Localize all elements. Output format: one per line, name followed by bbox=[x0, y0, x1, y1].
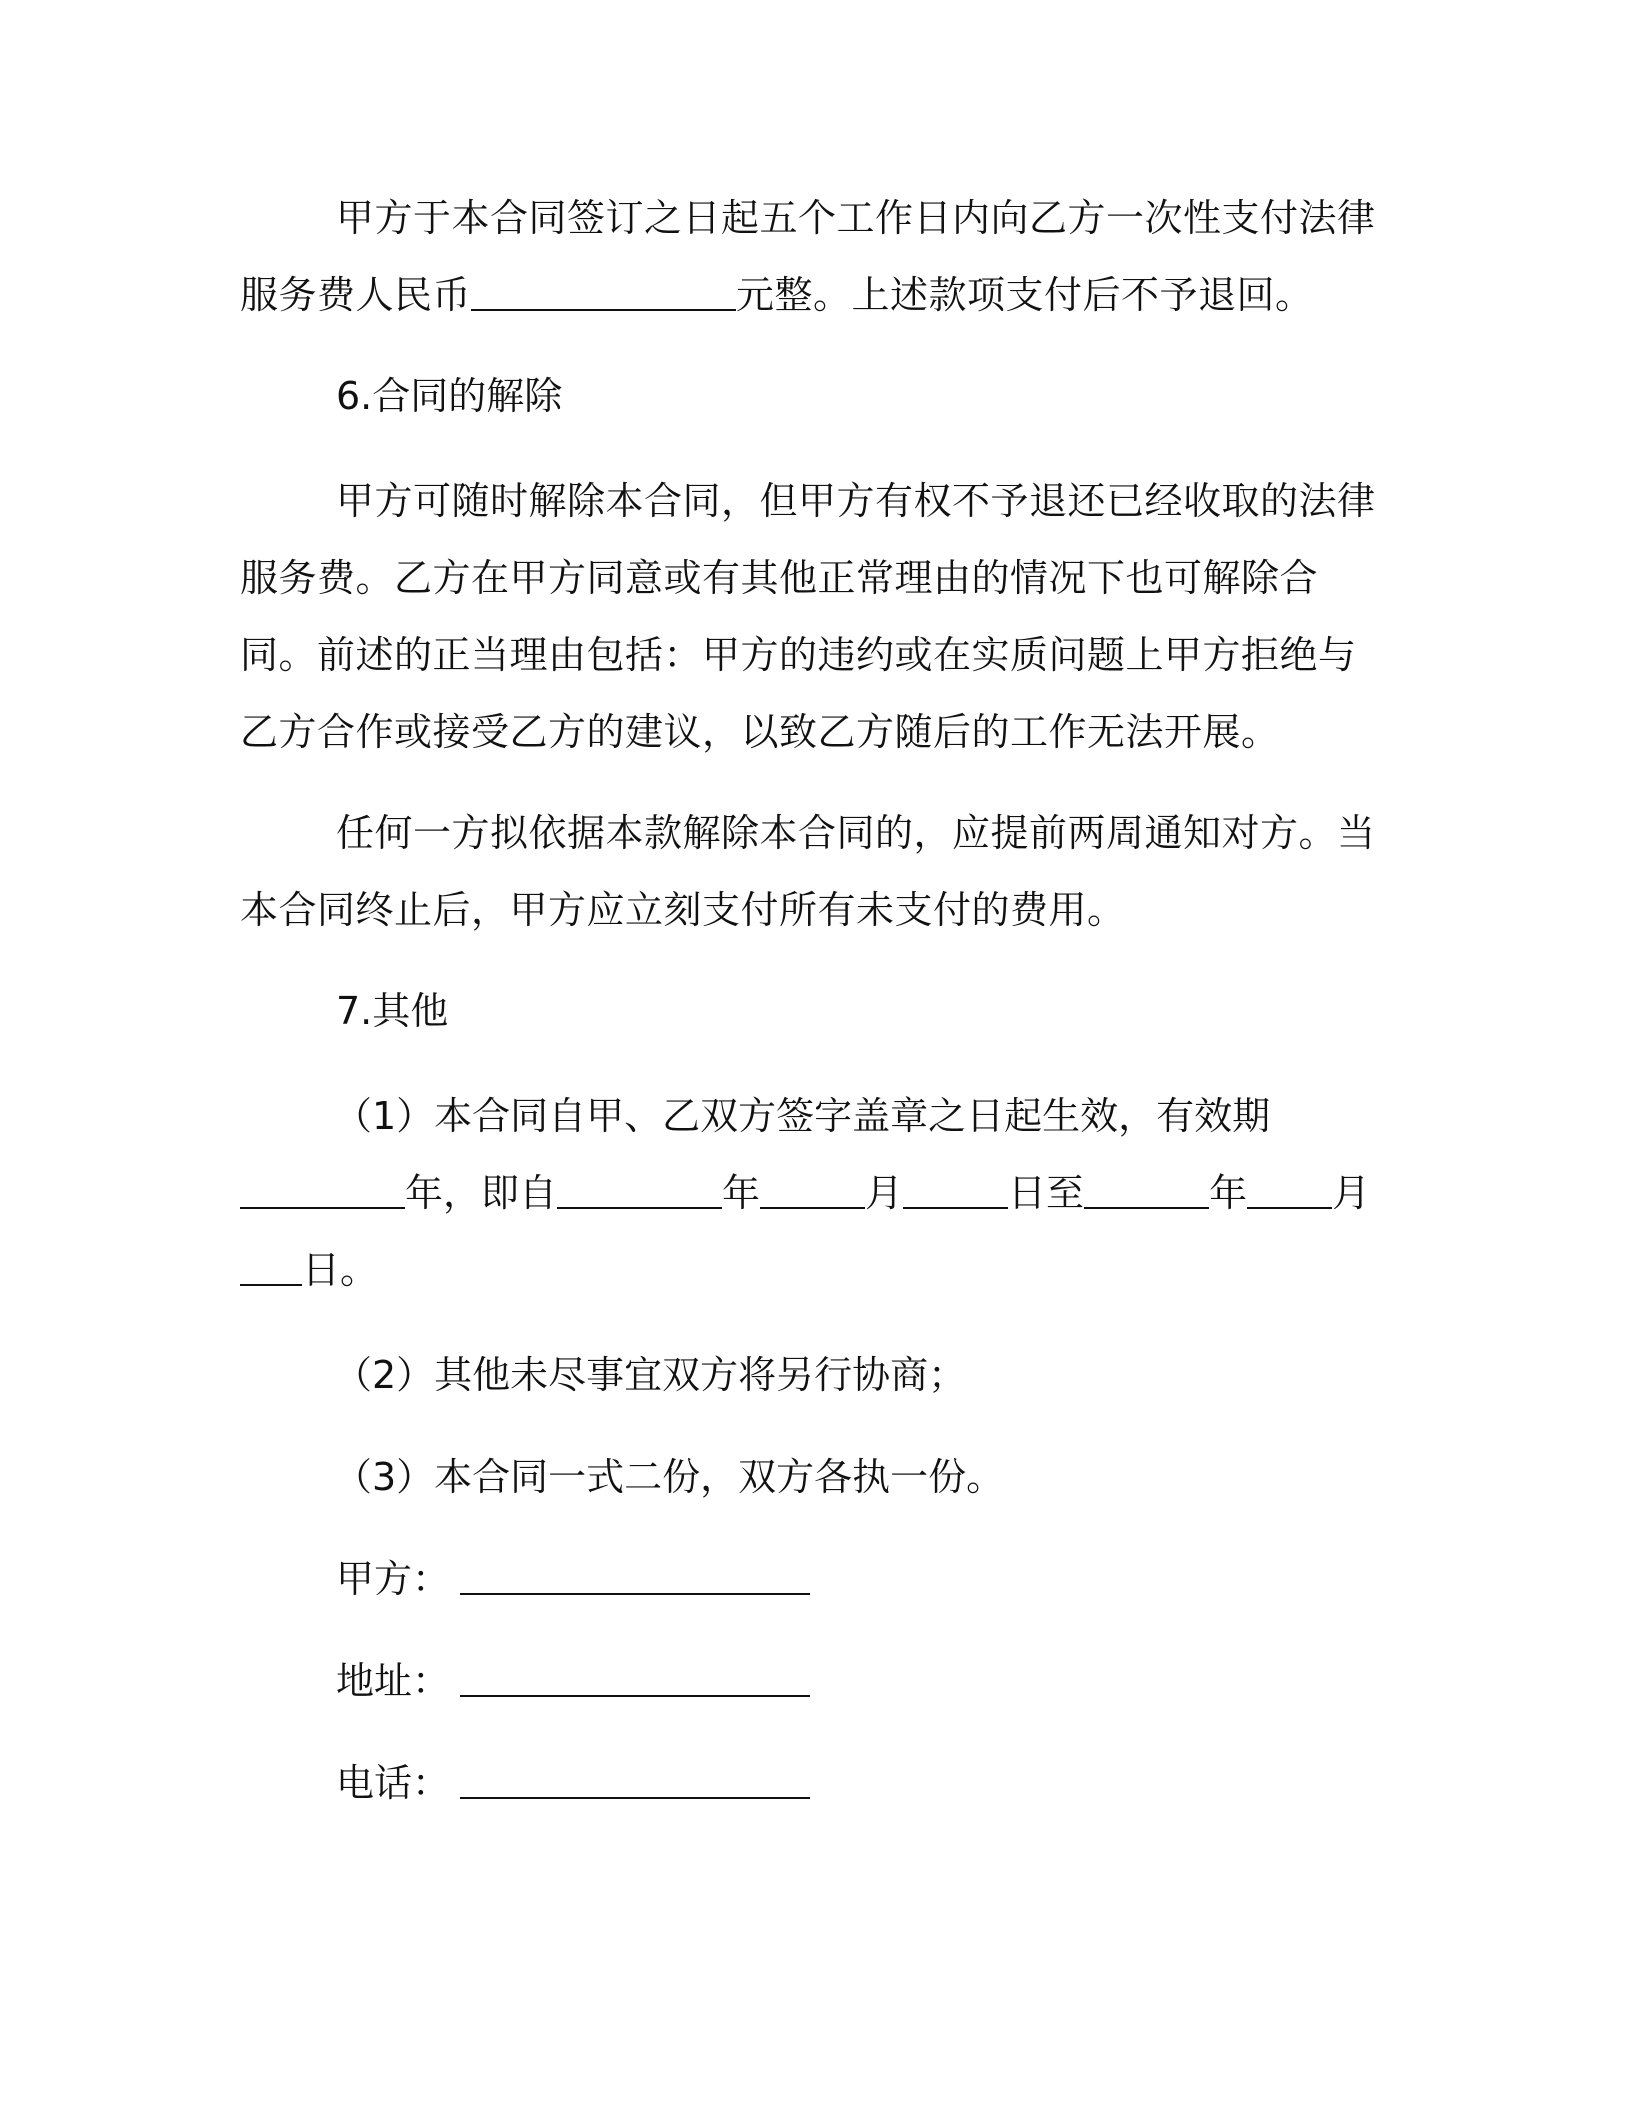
phone-label: 电话： bbox=[336, 1761, 451, 1805]
phone-blank bbox=[460, 1767, 810, 1799]
clause-3: （3）本合同一式二份，双方各执一份。 bbox=[334, 1455, 1005, 1499]
party-a-line bbox=[336, 1541, 810, 1618]
start-day-label: 日至 bbox=[1008, 1171, 1085, 1215]
end-year-label: 年 bbox=[1209, 1171, 1248, 1215]
clause-1-line-2 bbox=[240, 1155, 1370, 1232]
term-years-blank bbox=[240, 1177, 405, 1209]
section-6-paragraph-1: 甲方可随时解除本合同，但甲方有权不予退还已经收取的法律服务费。乙方在甲方同意或有其他正常理由的情况下也可解除合同。前述的正当理由包括：甲方的违约或在实质问题上甲方拒绝与乙方合作或接受乙方的建议，以致乙方随后的工作无法开展。 bbox=[240, 479, 1376, 754]
end-day-blank bbox=[240, 1254, 302, 1286]
payment-paragraph bbox=[240, 180, 1390, 334]
section-6-paragraph-2: 任何一方拟依据本款解除本合同的，应提前两周通知对方。当本合同终止后，甲方应立刻支付所有未支付的费用。 bbox=[240, 811, 1376, 932]
start-month-label: 月 bbox=[865, 1171, 904, 1215]
start-month-blank bbox=[760, 1177, 865, 1209]
end-month-label: 月 bbox=[1332, 1171, 1371, 1215]
start-year-label: 年 bbox=[722, 1171, 761, 1215]
clause-2: （2）其他未尽事宜双方将另行协商； bbox=[334, 1353, 967, 1397]
address-label: 地址： bbox=[336, 1659, 451, 1703]
end-month-blank bbox=[1247, 1177, 1332, 1209]
phone-line bbox=[336, 1745, 810, 1822]
year-label: 年，即自 bbox=[405, 1171, 558, 1215]
address-line bbox=[336, 1643, 810, 1720]
fee-amount-blank bbox=[471, 279, 736, 311]
clause-1-line-3 bbox=[240, 1232, 378, 1309]
start-year-blank bbox=[557, 1177, 722, 1209]
clause-1-line-1: （1）本合同自甲、乙双方签字盖章之日起生效，有效期 bbox=[334, 1094, 1271, 1138]
start-day-blank bbox=[903, 1177, 1008, 1209]
section-7-heading: 7.其他 bbox=[336, 989, 449, 1033]
party-a-label: 甲方： bbox=[336, 1557, 451, 1601]
address-blank bbox=[460, 1665, 810, 1697]
section-6-heading: 6.合同的解除 bbox=[336, 374, 563, 418]
payment-text-before: 甲方于本合同签订之日起五个工作日内向乙方一次性支付法律服务费人民币 bbox=[240, 196, 1376, 317]
party-a-blank bbox=[460, 1563, 810, 1595]
end-year-blank bbox=[1084, 1177, 1209, 1209]
payment-text-after: 元整。上述款项支付后不予退回。 bbox=[736, 273, 1314, 317]
end-day-label: 日。 bbox=[302, 1248, 379, 1292]
